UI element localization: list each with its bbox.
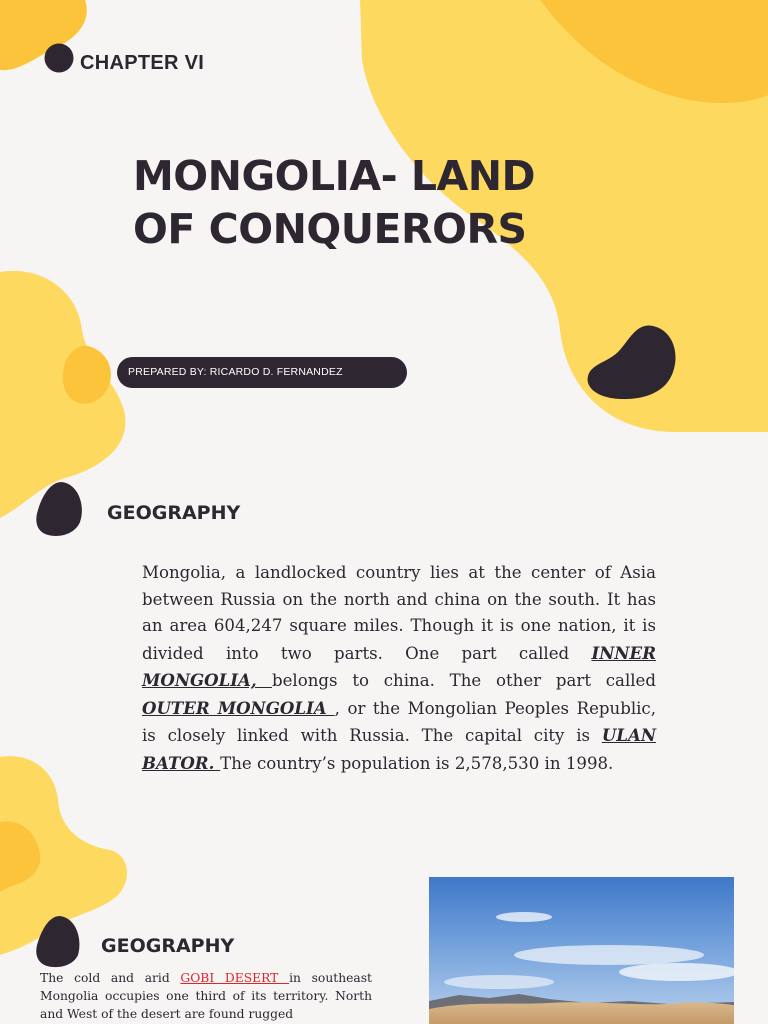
prepared-by-badge: PREPARED BY: RICARDO D. FERNANDEZ bbox=[117, 357, 407, 388]
section-heading-geography: GEOGRAPHY bbox=[107, 502, 241, 524]
page-title bbox=[133, 150, 593, 256]
chapter-bullet bbox=[45, 44, 74, 73]
para-text-3: , or the Mongolian Peoples Republic, is closely linked with Russia. The capital city is bbox=[142, 698, 656, 745]
desert-photo bbox=[429, 877, 734, 1024]
para-text-2: belongs to china. The other part called bbox=[271, 671, 657, 690]
section-heading-geography-2: GEOGRAPHY bbox=[101, 935, 235, 957]
title-line-1: MONGOLIA- LAND bbox=[133, 152, 536, 200]
left-middle-blob bbox=[0, 271, 125, 518]
chapter-label: CHAPTER VI bbox=[80, 52, 205, 74]
desert-image bbox=[429, 877, 734, 1024]
gobi-desert-link[interactable]: GOBI DESERT bbox=[180, 971, 290, 985]
ulan-bator-link: ULAN BATOR. bbox=[142, 725, 656, 773]
inner-mongolia-link: INNER MONGOLIA, bbox=[142, 642, 656, 690]
geography-bullet-1 bbox=[36, 482, 82, 536]
gobi-paragraph bbox=[40, 969, 372, 1023]
para-text-4: The country’s population is 2,578,530 in 1998. bbox=[220, 753, 614, 773]
gobi-text-1: The cold and arid bbox=[40, 971, 181, 985]
para-text-1: Mongolia, a landlocked country lies at the center of Asia between Russia on the north and china on the south. It has an area 604,247 square miles. Though it is one nation, it is divided into two parts. One part called bbox=[142, 563, 656, 663]
top-left-blob bbox=[0, 0, 87, 70]
title-line-2: OF CONQUERORS bbox=[133, 205, 527, 253]
geography-paragraph bbox=[142, 560, 656, 777]
outer-mongolia-link: OUTER MONGOLIA bbox=[142, 697, 335, 718]
gobi-text-2: in southeast Mongolia occupies one third of its territory. North and West of the desert are found rugged bbox=[40, 971, 372, 1021]
